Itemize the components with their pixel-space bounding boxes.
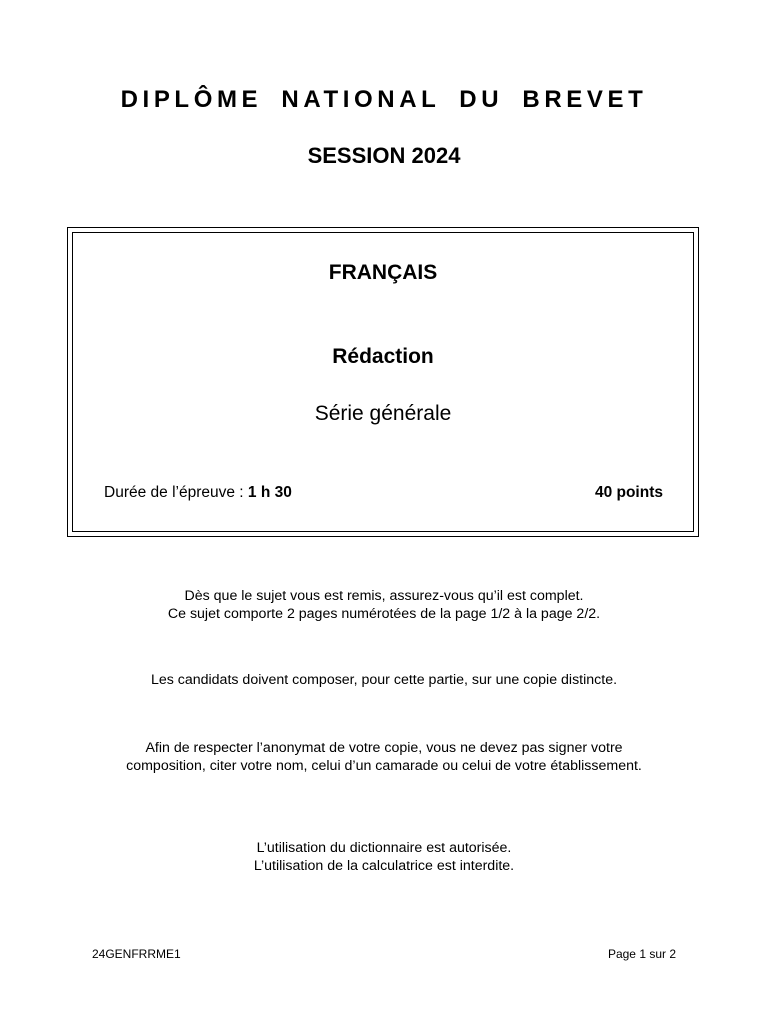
exam-duration (104, 484, 292, 502)
instruction-page-count: Ce sujet comporte 2 pages numérotées de la page 1/2 à la page 2/2. (167, 606, 601, 622)
document-code: 24GENFRRME1 (92, 947, 181, 961)
instruction-anonymity-2: composition, citer votre nom, celui d’un camarade ou celui de votre établissement. (126, 758, 642, 774)
instruction-dictionary: L’utilisation du dictionnaire est autorisée. (256, 840, 512, 856)
exam-series: Série générale (314, 402, 452, 425)
subject-title: FRANÇAIS (328, 261, 438, 284)
duration-value: 1 h 30 (247, 484, 292, 501)
duration-label: Durée de l’épreuve : (104, 484, 248, 501)
exam-points: 40 points (594, 484, 663, 501)
page-number: Page 1 sur 2 (607, 947, 676, 961)
exam-part: Rédaction (332, 345, 434, 368)
instruction-calculator: L’utilisation de la calculatrice est interdite. (253, 858, 515, 874)
instruction-separate-copy: Les candidats doivent composer, pour cette partie, sur une copie distincte. (150, 672, 618, 688)
exam-title: DIPLÔME NATIONAL DU BREVET (120, 86, 648, 113)
instruction-anonymity-1: Afin de respecter l’anonymat de votre copie, vous ne devez pas signer votre (145, 740, 623, 756)
instruction-completeness: Dès que le sujet vous est remis, assurez-vous qu’il est complet. (184, 588, 584, 604)
session-year: SESSION 2024 (307, 143, 461, 168)
